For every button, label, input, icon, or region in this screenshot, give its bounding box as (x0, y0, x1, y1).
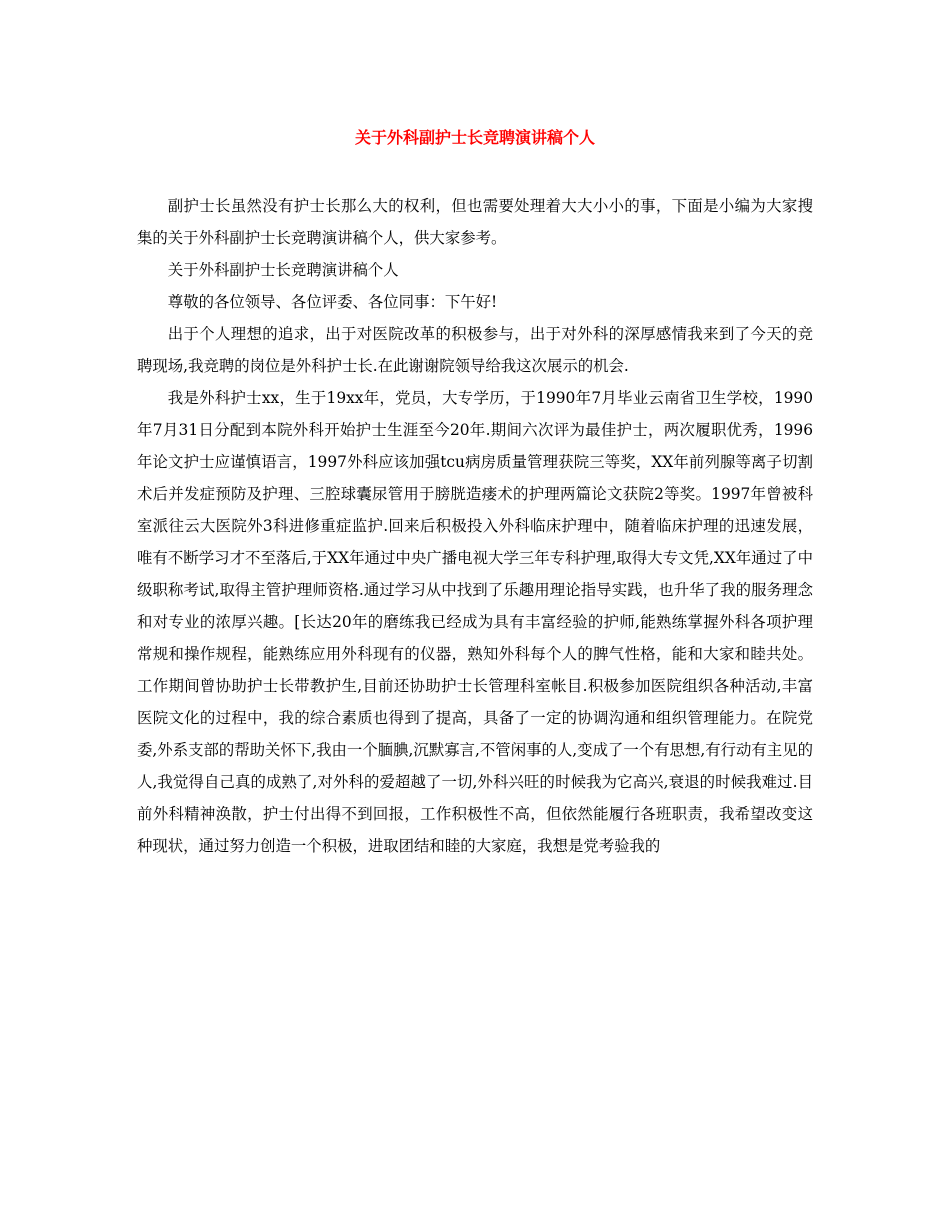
paragraph-subtitle: 关于外科副护士长竞聘演讲稿个人 (167, 261, 399, 279)
paragraph-motivation: 出于个人理想的追求，出于对医院改革的积极参与，出于对外科的深厚感情我来到了今天的竞聘现场,我竞聘的岗位是外科护士长.在此谢谢院领导给我这次展示的机会. (137, 325, 813, 375)
document-body (137, 190, 813, 862)
document-title: 关于外科副护士长竞聘演讲稿个人 (354, 128, 595, 147)
paragraph-intro: 副护士长虽然没有护士长那么大的权利，但也需要处理着大大小小的事，下面是小编为大家搜集的关于外科副护士长竞聘演讲稿个人，供大家参考。 (137, 197, 813, 247)
paragraph-background: 我是外科护士xx，生于19xx年，党员，大专学历，于1990年7月毕业云南省卫生学校，1990年7月31日分配到本院外科开始护士生涯至今20年.期间六次评为最佳护士，两次履职优秀，1996年论文护士应谨慎语言，1997外科应该加强tcu病房质量管理获院三等奖，XX年前列腺等离子切割术后并发症预防及护理、三腔球囊尿管用于膀胱造瘘术的护理两篇论文获院2等奖。1997年曾被科室派往云大医院外3科进修重症监护.回来后积极投入外科临床护理中，随着临床护理的迅速发展，唯有不断学习才不至落后,于XX年通过中央广播电视大学三年专科护理,取得大专文凭,XX年通过了中级职称考试,取得主管护理师资格.通过学习从中找到了乐趣用理论指导实践，也升华了我的服务理念和对专业的浓厚兴趣。[长达20年的磨练我已经成为具有丰富经验的护师,能熟练掌握外科各项护理常规和操作规程，能熟练应用外科现有的仪器，熟知外科每个人的脾气性格，能和大家和睦共处。工作期间曾协助护士长带教护生,目前还协助护士长管理科室帐目.积极参加医院组织各种活动,丰富医院文化的过程中，我的综合素质也得到了提高，具备了一定的协调沟通和组织管理能力。在院党委,外系支部的帮助关怀下,我由一个腼腆,沉默寡言,不管闲事的人,变成了一个有思想,有行动有主见的人,我觉得自己真的成熟了,对外科的爱超越了一切,外科兴旺的时候我为它高兴,衰退的时候我难过.目前外科精神涣散，护士付出得不到回报，工作积极性不高，但依然能履行各班职责，我希望改变这种现状，通过努力创造一个积极，进取团结和睦的大家庭，我想是党考验我的 (137, 389, 813, 855)
document-page (137, 0, 813, 1230)
paragraph-greeting: 尊敬的各位领导、各位评委、各位同事：下午好! (167, 293, 498, 311)
